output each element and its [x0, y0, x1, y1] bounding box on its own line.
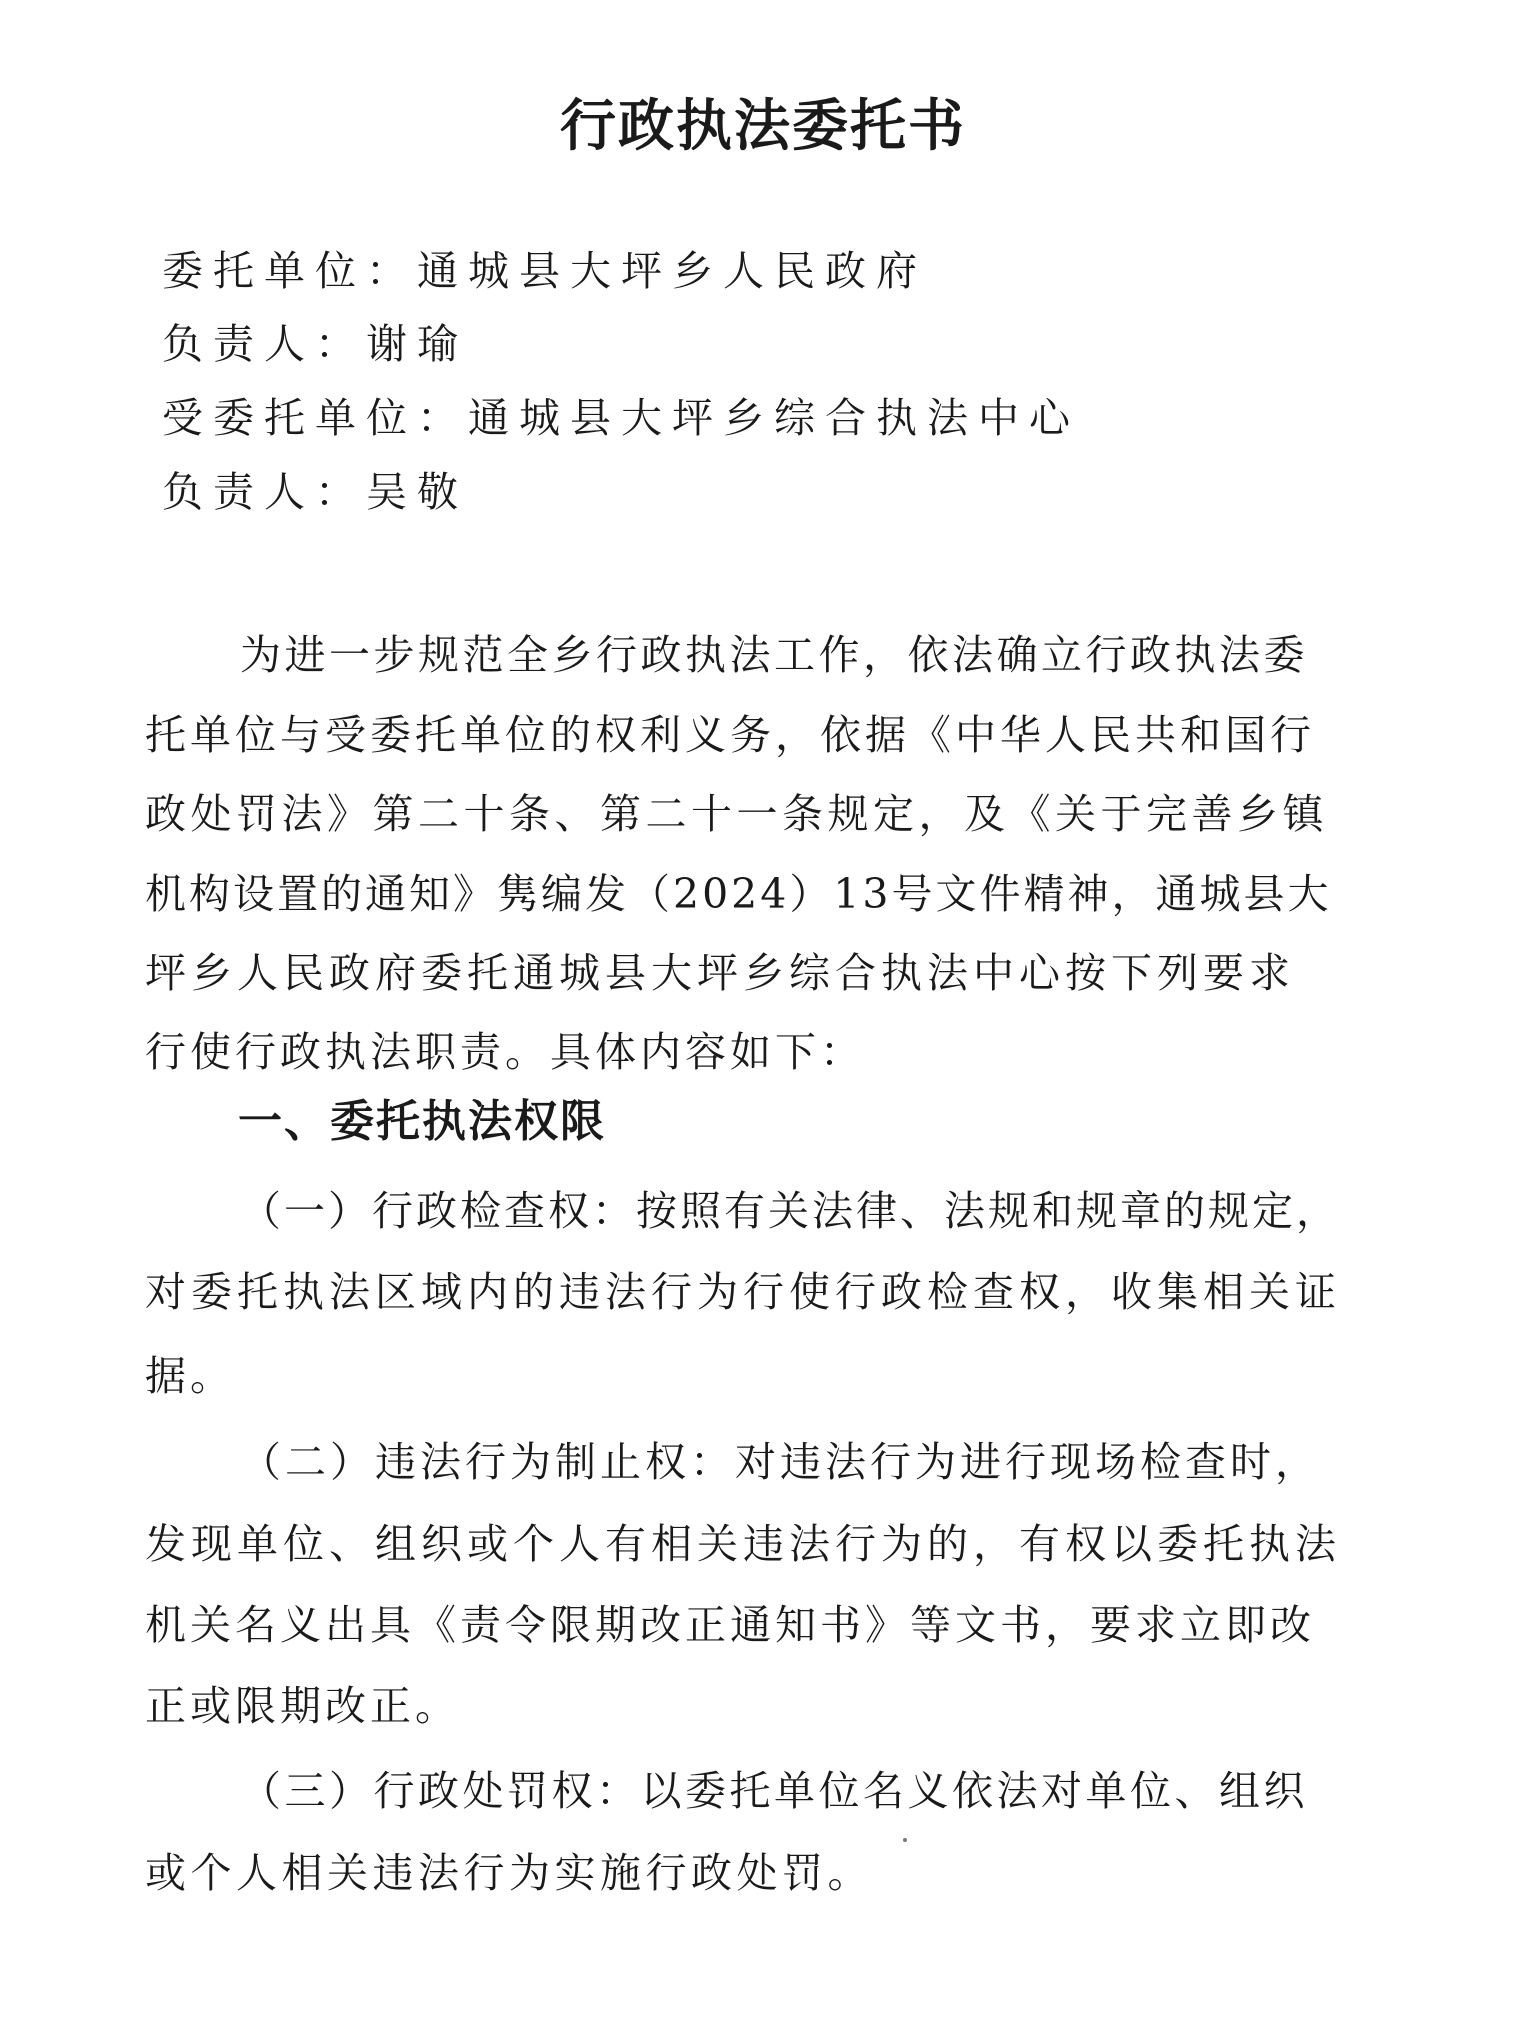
info-separator: ： — [315, 320, 366, 368]
clause2-line: 机关名义出具《责令限期改正通知书》等文书，要求立即改 — [145, 1601, 1315, 1649]
info-separator: ： — [417, 394, 468, 442]
info-entrusting-responsible — [162, 316, 468, 372]
info-value: 通城县大坪乡人民政府 — [417, 247, 927, 295]
info-label: 委托单位 — [162, 247, 366, 295]
intro-line: 为进一步规范全乡行政执法工作，依法确立行政执法委 — [240, 631, 1308, 679]
info-entrusted-responsible — [162, 464, 468, 520]
document-title: 行政执法委托书 — [560, 94, 966, 159]
intro-line: 机构设置的通知》隽编发（2024）13号文件精神，通城县大 — [145, 870, 1332, 918]
section-heading: 一、委托执法权限 — [238, 1096, 606, 1147]
clause1-line: （一）行政检查权：按照有关法律、法规和规章的规定， — [240, 1187, 1340, 1235]
scan-speck — [903, 1838, 907, 1842]
intro-line: 坪乡人民政府委托通城县大坪乡综合执法中心按下列要求 — [145, 949, 1295, 997]
info-label: 负责人 — [162, 468, 315, 516]
info-separator: ： — [366, 247, 417, 295]
intro-line: 托单位与受委托单位的权利义务，依据《中华人民共和国行 — [145, 711, 1315, 759]
info-value: 谢瑜 — [366, 320, 468, 368]
clause1-line: 对委托执法区域内的违法行为行使行政检查权，收集相关证 — [145, 1268, 1341, 1316]
clause3-line: 或个人相关违法行为实施行政处罚。 — [145, 1849, 873, 1897]
info-label: 受委托单位 — [162, 394, 417, 442]
info-entrusting-unit — [162, 243, 927, 299]
intro-line: 行使行政执法职责。具体内容如下： — [145, 1028, 865, 1076]
intro-line: 政处罚法》第二十条、第二十一条规定，及《关于完善乡镇 — [145, 790, 1328, 838]
clause2-line: （二）违法行为制止权：对违法行为进行现场检查时， — [240, 1438, 1320, 1486]
info-label: 负责人 — [162, 320, 315, 368]
info-value: 通城县大坪乡综合执法中心 — [468, 394, 1080, 442]
info-value: 吴敬 — [366, 468, 468, 516]
info-entrusted-unit — [162, 390, 1080, 446]
clause3-line: （三）行政处罚权：以委托单位名义依法对单位、组织 — [240, 1767, 1308, 1815]
info-separator: ： — [315, 468, 366, 516]
clause2-line: 发现单位、组织或个人有相关违法行为的，有权以委托执法 — [145, 1520, 1341, 1568]
clause2-line: 正或限期改正。 — [145, 1682, 460, 1730]
clause1-line: 据。 — [145, 1352, 235, 1400]
